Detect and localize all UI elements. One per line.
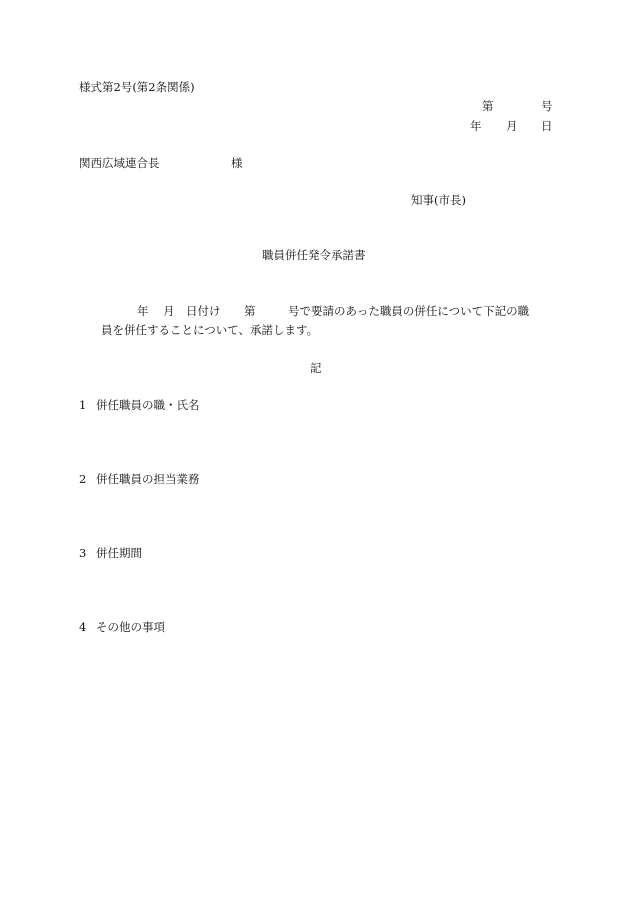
item-number: 4 <box>79 620 87 634</box>
ki-heading: 記 <box>310 361 322 375</box>
date-month-label: 月 <box>506 119 518 133</box>
item-number: 2 <box>79 472 87 486</box>
body-text-rest: 号で要請のあった職員の併任について下記の職 <box>288 304 530 318</box>
document-title: 職員併任発令承諾書 <box>262 248 366 262</box>
sender-title: 知事(市長) <box>411 193 466 207</box>
item-label: その他の事項 <box>96 620 165 634</box>
date-year-label: 年 <box>470 119 482 133</box>
item-label: 併任職員の職・氏名 <box>96 398 200 412</box>
body-number-prefix: 第 <box>244 304 256 318</box>
body-month: 月 <box>163 304 175 318</box>
addressee-honorific: 様 <box>231 156 243 170</box>
item-label: 併任職員の担当業務 <box>96 472 200 486</box>
body-year: 年 <box>137 304 149 318</box>
item-number: 1 <box>79 398 87 412</box>
document-number-suffix: 号 <box>541 99 553 113</box>
form-number: 様式第2号(第2条関係) <box>79 80 195 94</box>
date-day-label: 日 <box>541 119 553 133</box>
item-number: 3 <box>79 546 87 560</box>
addressee-name: 関西広域連合長 <box>79 156 160 170</box>
body-dated: 日付け <box>186 304 221 318</box>
item-label: 併任期間 <box>96 546 142 560</box>
document-number-prefix: 第 <box>482 99 494 113</box>
body-paragraph-line-2: 員を併任することについて、承諾します。 <box>101 323 319 337</box>
